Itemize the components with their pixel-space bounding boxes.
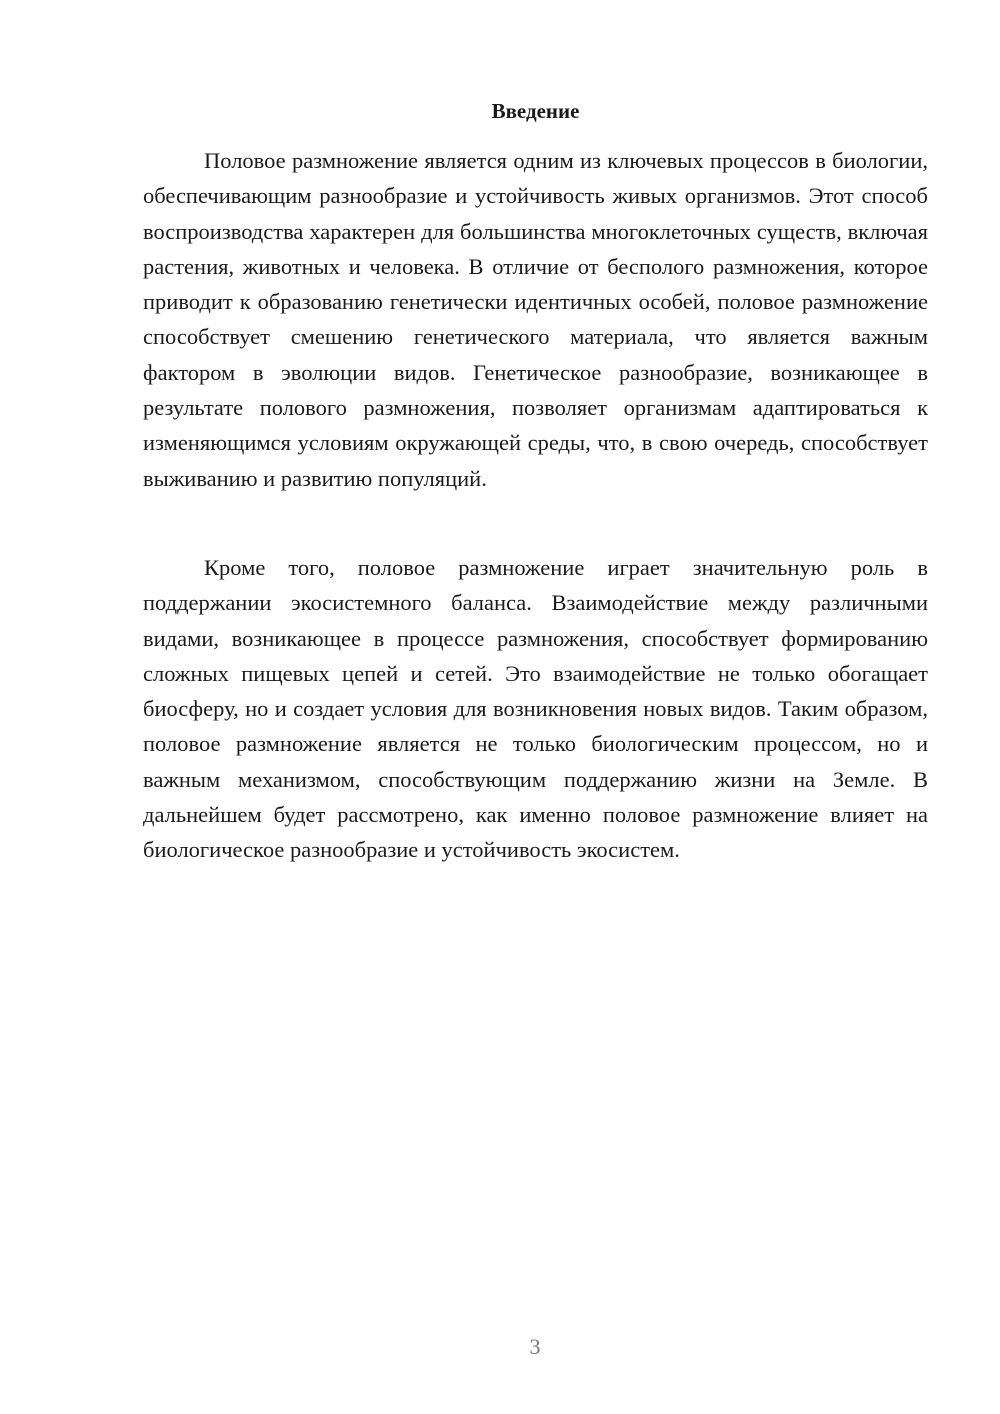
paragraph-1: Половое размножение является одним из ключевых процессов в биологии, обеспечивающим разнообразие и устойчивость живых организмов. Этот способ воспроизводства характерен для большинства многоклеточных существ, включая растения, животных и человека. В отличие от бесполого размножения, которое приводит к образованию генетически идентичных особей, половое размножение способствует смешению генетического материала, что является важным фактором в эволюции видов. Генетическое разнообразие, возникающее в результате полового размножения, позволяет организмам адаптироваться к изменяющимся условиям окружающей среды, что, в свою очередь, способствует выживанию и развитию популяций. bbox=[143, 148, 928, 491]
paragraph-2: Кроме того, половое размножение играет значительную роль в поддержании экосистемного баланса. Взаимодействие между различными видами, возникающее в процессе размножения, способствует формированию сложных пищевых цепей и сетей. Это взаимодействие не только обогащает биосферу, но и создает условия для возникновения новых видов. Таким образом, половое размножение является не только биологическим процессом, но и важным механизмом, способствующим поддержанию жизни на Земле. В дальнейшем будет рассмотрено, как именно половое размножение влияет на биологическое разнообразие и устойчивость экосистем. bbox=[143, 555, 928, 863]
page-number: 3 bbox=[529, 1334, 541, 1359]
section-heading: Введение bbox=[491, 99, 580, 123]
